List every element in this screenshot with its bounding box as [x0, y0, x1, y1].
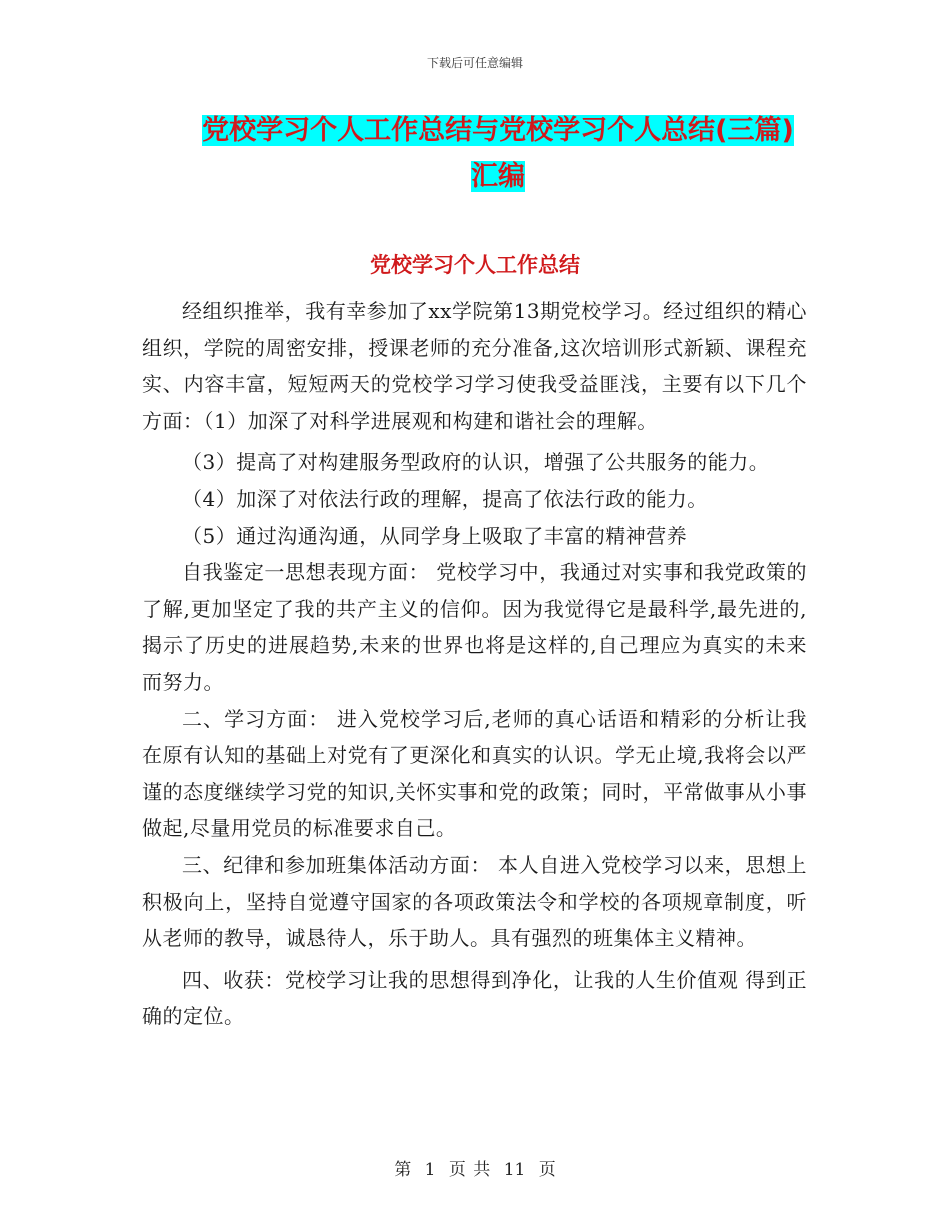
footer-page-current: 1 [424, 1160, 436, 1180]
paragraph: 四、收获：党校学习让我的思想得到净化，让我的人生价值观 得到正确的定位。 [142, 967, 807, 1029]
page-footer [0, 1155, 950, 1180]
paragraph: （4）加深了对依法行政的理解，提高了依法行政的能力。 [182, 486, 708, 511]
section-title: 党校学习个人工作总结 [370, 253, 580, 277]
document-body [142, 293, 807, 1035]
footer-prefix: 第 [394, 1160, 412, 1180]
paragraph: 经组织推举，我有幸参加了xx学院第13期党校学习。经过组织的精心组织，学院的周密安排，授课老师的充分准备,这次培训形式新颖、课程充实、内容丰富，短短两天的党校学习学习使我受益匪浅，主要有以下几个方面：（1）加深了对科学进展观和构建和谐社会的理解。 [142, 299, 807, 433]
paragraph: 二、学习方面： 进入党校学习后,老师的真心话语和精彩的分析让我在原有认知的基础上对党有了更深化和真实的认识。学无止境,我将会以严谨的态度继续学习党的知识,关怀实事和党的政策；同时，平常做事从小事做起,尽量用党员的标准要求自己。 [142, 706, 807, 841]
document-title [192, 108, 804, 200]
paragraph: （3）提高了对构建服务型政府的认识，增强了公共服务的能力。 [182, 450, 770, 475]
footer-suffix: 页 [538, 1160, 556, 1180]
footer-mid: 页 共 [448, 1160, 491, 1180]
paragraph: 自我鉴定一思想表现方面： 党校学习中，我通过对实事和我党政策的了解,更加坚定了我的共产主义的信仰。因为我觉得它是最科学,最先进的,揭示了历史的进展趋势,未来的世界也将是这样的,自己理应为真实的未来而努力。 [142, 560, 807, 694]
paragraph: （5）通过沟通沟通，从同学身上吸取了丰富的精神营养 [182, 523, 688, 548]
footer-page-total: 11 [503, 1160, 526, 1180]
document-title-text: 党校学习个人工作总结与党校学习个人总结(三篇)汇编 [202, 115, 794, 192]
header-note: 下载后可任意编辑 [426, 56, 523, 70]
paragraph: 三、纪律和参加班集体活动方面： 本人自进入党校学习以来，思想上积极向上，坚持自觉遵守国家的各项政策法令和学校的各项规章制度，听从老师的教导，诚恳待人，乐于助人。具有强烈的班集体主义精神。 [142, 852, 807, 951]
